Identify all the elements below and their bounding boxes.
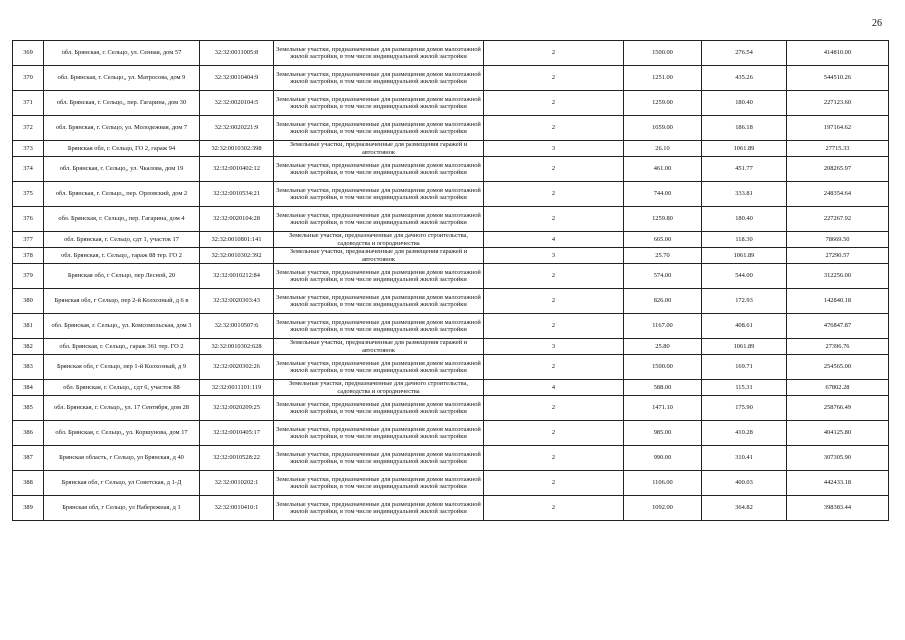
specific-value-cell: 310.41 [702,446,787,471]
area-cell: 1259.00 [624,91,702,116]
permitted-use-cell: Земельные участки, предназначенные для размещения домов малоэтажной жилой застройки, в том числе индивидуальной жилой застройки [274,207,484,232]
row-number-cell: 369 [13,41,44,66]
address-cell: обл. Брянская, г. Сельцо,, ул. Комсомольская, дом 3 [44,314,200,339]
cadastral-value-cell: 27290.57 [787,248,889,264]
use-group-cell: 2 [484,314,624,339]
specific-value-cell: 172.93 [702,289,787,314]
address-cell: обл. Брянская, г. Сельцо,, пер. Гагарина, дом 4 [44,207,200,232]
cadastral-value-cell: 442433.18 [787,471,889,496]
cadastral-value-cell: 227267.92 [787,207,889,232]
address-cell: обл. Брянская, г. Сельцо,, пер. Орловский, дом 2 [44,182,200,207]
area-cell: 1059.00 [624,116,702,141]
row-number-cell: 376 [13,207,44,232]
cadastral-value-cell: 254565.00 [787,355,889,380]
permitted-use-cell: Земельные участки, предназначенные для размещения домов малоэтажной жилой застройки, в том числе индивидуальной жилой застройки [274,446,484,471]
address-cell: обл. Брянская, г. Сельцо, ул. Сенная, дом 57 [44,41,200,66]
area-cell: 985.00 [624,421,702,446]
specific-value-cell: 1061.89 [702,339,787,355]
permitted-use-cell: Земельные участки, предназначенные для размещения домов малоэтажной жилой застройки, в том числе индивидуальной жилой застройки [274,264,484,289]
area-cell: 1092.00 [624,496,702,521]
permitted-use-cell: Земельные участки, предназначенные для размещения домов малоэтажной жилой застройки, в том числе индивидуальной жилой застройки [274,182,484,207]
use-group-cell: 4 [484,232,624,248]
specific-value-cell: 186.18 [702,116,787,141]
cadastral-number-cell: 32:32:0010405:17 [200,421,274,446]
table-row [13,141,889,157]
cadastral-value-cell: 307305.90 [787,446,889,471]
specific-value-cell: 410.28 [702,421,787,446]
cadastral-number-cell: 32:32:0020302:26 [200,355,274,380]
cadastral-value-cell: 398383.44 [787,496,889,521]
permitted-use-cell: Земельные участки, предназначенные для размещения гаражей и автостоянок [274,339,484,355]
row-number-cell: 374 [13,157,44,182]
address-cell: Брянская обл, г. Сельцо, ГО 2, гараж 94 [44,141,200,157]
specific-value-cell: 544.00 [702,264,787,289]
row-number-cell: 387 [13,446,44,471]
area-cell: 990.00 [624,446,702,471]
address-cell: обл. Брянская, г. Сельцо,, ул. Коршунова, дом 17 [44,421,200,446]
table-row [13,248,889,264]
area-cell: 26.10 [624,141,702,157]
address-cell: Брянская обл, г Сельцо, пер Лесной, 20 [44,264,200,289]
cadastral-value-cell: 258766.49 [787,396,889,421]
table-row [13,232,889,248]
specific-value-cell: 364.82 [702,496,787,521]
area-cell: 1106.00 [624,471,702,496]
row-number-cell: 384 [13,380,44,396]
specific-value-cell: 451.77 [702,157,787,182]
area-cell: 1500.00 [624,41,702,66]
page-number: 26 [872,18,882,29]
area-cell: 588.00 [624,380,702,396]
table-row [13,496,889,521]
cadastral-number-cell: 32:32:0020104:5 [200,91,274,116]
row-number-cell: 381 [13,314,44,339]
use-group-cell: 3 [484,339,624,355]
table-row [13,116,889,141]
table-body [13,41,889,521]
table-row [13,66,889,91]
use-group-cell: 2 [484,496,624,521]
permitted-use-cell: Земельные участки, предназначенные для размещения домов малоэтажной жилой застройки, в том числе индивидуальной жилой застройки [274,471,484,496]
table-row [13,355,889,380]
specific-value-cell: 180.40 [702,91,787,116]
use-group-cell: 2 [484,116,624,141]
use-group-cell: 3 [484,141,624,157]
permitted-use-cell: Земельные участки, предназначенные для размещения домов малоэтажной жилой застройки, в том числе индивидуальной жилой застройки [274,116,484,141]
cadastral-value-cell: 27715.33 [787,141,889,157]
table-row [13,207,889,232]
permitted-use-cell: Земельные участки, предназначенные для размещения домов малоэтажной жилой застройки, в том числе индивидуальной жилой застройки [274,496,484,521]
address-cell: обл. Брянская, г. Сельцо,, гараж 361 тер. ГО 2 [44,339,200,355]
row-number-cell: 386 [13,421,44,446]
cadastral-value-cell: 312256.00 [787,264,889,289]
area-cell: 1167.00 [624,314,702,339]
address-cell: Брянская обл, г Сельцо, ул Набережная, д 1 [44,496,200,521]
cadastral-number-cell: 32:32:0010402:12 [200,157,274,182]
permitted-use-cell: Земельные участки, предназначенные для размещения гаражей и автостоянок [274,141,484,157]
specific-value-cell: 115.31 [702,380,787,396]
address-cell: обл. Брянская, г. Сельцо,, сдт 6, участок 88 [44,380,200,396]
cadastral-value-cell: 544510.26 [787,66,889,91]
row-number-cell: 385 [13,396,44,421]
row-number-cell: 382 [13,339,44,355]
row-number-cell: 375 [13,182,44,207]
cadastral-number-cell: 32:32:0010302:628 [200,339,274,355]
permitted-use-cell: Земельные участки, предназначенные для размещения домов малоэтажной жилой застройки, в том числе индивидуальной жилой застройки [274,314,484,339]
cadastral-value-cell: 404125.80 [787,421,889,446]
area-cell: 1471.10 [624,396,702,421]
area-cell: 1259.80 [624,207,702,232]
use-group-cell: 2 [484,91,624,116]
cadastral-number-cell: 32:32:0020209:25 [200,396,274,421]
cadastral-value-cell: 227123.60 [787,91,889,116]
specific-value-cell: 1061.89 [702,141,787,157]
use-group-cell: 2 [484,66,624,91]
use-group-cell: 2 [484,289,624,314]
table-row [13,264,889,289]
row-number-cell: 380 [13,289,44,314]
specific-value-cell: 435.26 [702,66,787,91]
row-number-cell: 389 [13,496,44,521]
use-group-cell: 2 [484,471,624,496]
permitted-use-cell: Земельные участки, предназначенные для размещения домов малоэтажной жилой застройки, в том числе индивидуальной жилой застройки [274,91,484,116]
cadastral-number-cell: 32:32:0011101:119 [200,380,274,396]
cadastral-value-cell: 67802.28 [787,380,889,396]
cadastral-number-cell: 32:32:0020104:28 [200,207,274,232]
table-row [13,289,889,314]
permitted-use-cell: Земельные участки, предназначенные для размещения домов малоэтажной жилой застройки, в том числе индивидуальной жилой застройки [274,157,484,182]
cadastral-number-cell: 32:32:0010302:392 [200,248,274,264]
cadastral-value-cell: 476847.87 [787,314,889,339]
row-number-cell: 372 [13,116,44,141]
table-row [13,41,889,66]
row-number-cell: 373 [13,141,44,157]
cadastral-number-cell: 32:32:0010212:84 [200,264,274,289]
cadastral-number-cell: 32:32:0010404:9 [200,66,274,91]
area-cell: 1251.00 [624,66,702,91]
cadastral-value-cell: 27396.76 [787,339,889,355]
cadastral-value-cell: 248354.64 [787,182,889,207]
area-cell: 744.00 [624,182,702,207]
permitted-use-cell: Земельные участки, предназначенные для размещения гаражей и автостоянок [274,248,484,264]
cadastral-value-cell: 142840.18 [787,289,889,314]
row-number-cell: 370 [13,66,44,91]
row-number-cell: 388 [13,471,44,496]
permitted-use-cell: Земельные участки, предназначенные для размещения домов малоэтажной жилой застройки, в том числе индивидуальной жилой застройки [274,66,484,91]
cadastral-value-cell: 414810.00 [787,41,889,66]
use-group-cell: 2 [484,264,624,289]
permitted-use-cell: Земельные участки, предназначенные для размещения домов малоэтажной жилой застройки, в том числе индивидуальной жилой застройки [274,396,484,421]
use-group-cell: 2 [484,41,624,66]
permitted-use-cell: Земельные участки, предназначенные для дачного строительства, садоводства и огородничества [274,232,484,248]
land-plots-table [12,40,889,521]
table-row [13,91,889,116]
cadastral-value-cell: 78669.50 [787,232,889,248]
area-cell: 1500.00 [624,355,702,380]
row-number-cell: 371 [13,91,44,116]
cadastral-value-cell: 208265.97 [787,157,889,182]
row-number-cell: 383 [13,355,44,380]
cadastral-number-cell: 32:32:0011005:8 [200,41,274,66]
table-row [13,471,889,496]
cadastral-number-cell: 32:32:0010507:6 [200,314,274,339]
address-cell: обл. Брянская, г. Сельцо, сдт 1, участок 17 [44,232,200,248]
permitted-use-cell: Земельные участки, предназначенные для размещения домов малоэтажной жилой застройки, в том числе индивидуальной жилой застройки [274,41,484,66]
cadastral-value-cell: 197164.62 [787,116,889,141]
use-group-cell: 2 [484,355,624,380]
area-cell: 461.00 [624,157,702,182]
table-row [13,421,889,446]
area-cell: 25.80 [624,339,702,355]
address-cell: Брянская область, г Сельцо, ул Брянская, д 40 [44,446,200,471]
cadastral-number-cell: 32:32:0010410:1 [200,496,274,521]
table-row [13,182,889,207]
area-cell: 574.00 [624,264,702,289]
address-cell: Брянская обл, г Сельцо, пер 2-й Колхозный, д 6 в [44,289,200,314]
use-group-cell: 4 [484,380,624,396]
use-group-cell: 3 [484,248,624,264]
table-row [13,157,889,182]
address-cell: обл. Брянская, г. Сельцо,, ул. Чкалова, дом 19 [44,157,200,182]
specific-value-cell: 333.81 [702,182,787,207]
row-number-cell: 379 [13,264,44,289]
address-cell: Брянская обл, г Сельцо, пер 1-й Колхозный, д 9 [44,355,200,380]
use-group-cell: 2 [484,396,624,421]
address-cell: обл. Брянская, г. Сельцо,, ул. 17 Сентября, дом 28 [44,396,200,421]
permitted-use-cell: Земельные участки, предназначенные для размещения домов малоэтажной жилой застройки, в том числе индивидуальной жилой застройки [274,421,484,446]
area-cell: 826.00 [624,289,702,314]
cadastral-number-cell: 32:32:0020303:43 [200,289,274,314]
table-row [13,446,889,471]
area-cell: 25.70 [624,248,702,264]
row-number-cell: 377 [13,232,44,248]
specific-value-cell: 1061.89 [702,248,787,264]
cadastral-number-cell: 32:32:0020221:9 [200,116,274,141]
table-row [13,339,889,355]
specific-value-cell: 118.30 [702,232,787,248]
table-row [13,314,889,339]
cadastral-number-cell: 32:32:0010534:21 [200,182,274,207]
address-cell: обл. Брянская, г. Сельцо,, ул. Матросова, дом 9 [44,66,200,91]
specific-value-cell: 175.90 [702,396,787,421]
cadastral-number-cell: 32:32:0010302:398 [200,141,274,157]
cadastral-number-cell: 32:32:0010528:22 [200,446,274,471]
permitted-use-cell: Земельные участки, предназначенные для размещения домов малоэтажной жилой застройки, в том числе индивидуальной жилой застройки [274,355,484,380]
address-cell: обл. Брянская, г. Сельцо,, пер. Гагарина, дом 30 [44,91,200,116]
cadastral-number-cell: 32:32:0010202:1 [200,471,274,496]
permitted-use-cell: Земельные участки, предназначенные для размещения домов малоэтажной жилой застройки, в том числе индивидуальной жилой застройки [274,289,484,314]
row-number-cell: 378 [13,248,44,264]
use-group-cell: 2 [484,182,624,207]
area-cell: 665.00 [624,232,702,248]
table-row [13,380,889,396]
specific-value-cell: 408.61 [702,314,787,339]
address-cell: обл. Брянская, г. Сельцо,, гараж 88 тер. ГО 2 [44,248,200,264]
specific-value-cell: 169.71 [702,355,787,380]
address-cell: обл. Брянская, г. Сельцо, ул. Молодежная, дом 7 [44,116,200,141]
specific-value-cell: 276.54 [702,41,787,66]
use-group-cell: 2 [484,446,624,471]
cadastral-number-cell: 32:32:0010801:141 [200,232,274,248]
use-group-cell: 2 [484,157,624,182]
table-row [13,396,889,421]
permitted-use-cell: Земельные участки, предназначенные для дачного строительства, садоводства и огородничества [274,380,484,396]
use-group-cell: 2 [484,207,624,232]
use-group-cell: 2 [484,421,624,446]
specific-value-cell: 400.03 [702,471,787,496]
specific-value-cell: 180.40 [702,207,787,232]
address-cell: Брянская обл, г Сельцо, ул Советская, д 1-Д [44,471,200,496]
